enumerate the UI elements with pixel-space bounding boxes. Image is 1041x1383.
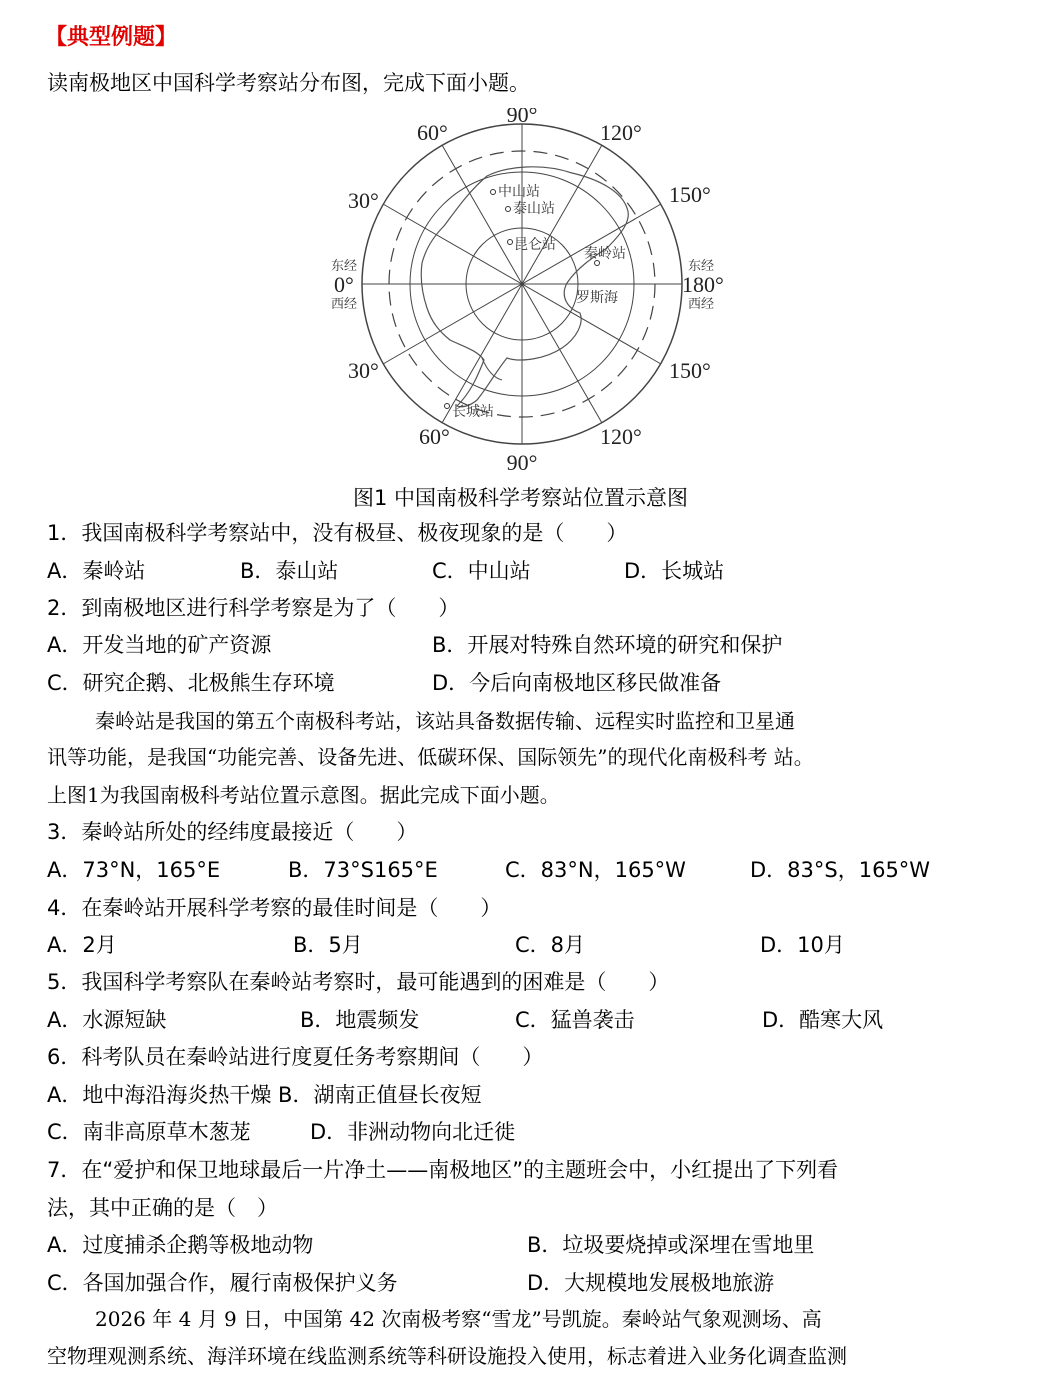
station-kunlun: 昆仑站 [514, 237, 556, 253]
q7-option-a[interactable]: A．过度捕杀企鹅等极地动物 [47, 1233, 314, 1257]
label-60-bottom: 60° [419, 424, 450, 449]
q1-option-d[interactable]: D．长城站 [624, 559, 725, 583]
q2-option-a[interactable]: A．开发当地的矿产资源 [47, 633, 272, 657]
label-east-right: 东经 [688, 259, 715, 274]
passage1-line3a: 上图1为我国南极科考站位置示意图。 [47, 783, 380, 807]
q5-option-d[interactable]: D．酷寒大风 [762, 1008, 884, 1032]
q6-stem: 6．科考队员在秦岭站进行度夏任务考察期间（ ） [47, 1045, 544, 1069]
label-150-top: 150° [669, 182, 711, 207]
q2-option-b[interactable]: B．开展对特殊自然环境的研究和保护 [432, 633, 783, 657]
q4-option-b[interactable]: B．5月 [293, 933, 363, 957]
station-qinling: 秦岭站 [584, 246, 626, 262]
passage1-line1: 秦岭站是我国的第五个南极科考站，该站具备数据传输、远程实时监控和卫星通 [95, 709, 795, 733]
label-150-bottom: 150° [669, 358, 711, 383]
example-heading: 【典型例题】 [45, 25, 178, 50]
q5-stem: 5．我国科学考察队在秦岭站考察时，最可能遇到的困难是（ ） [47, 970, 670, 994]
q6-options-ab[interactable]: A．地中海沿海炎热干燥 B．湖南正值昼长夜短 [47, 1083, 482, 1107]
passage1-line3b: 据此完成下面小题。 [379, 783, 560, 807]
q6-option-c[interactable]: C．南非高原草木葱茏 [47, 1120, 251, 1144]
passage2-line1: 2026 年 4 月 9 日，中国第 42 次南极考察“雪龙”号凯旋。秦岭站气象观测场、高 [95, 1307, 822, 1331]
label-east-left: 东经 [331, 259, 358, 274]
q2-option-c[interactable]: C．研究企鹅、北极熊生存环境 [47, 671, 335, 695]
label-60-top: 60° [417, 120, 448, 145]
q4-option-d[interactable]: D．10月 [760, 933, 845, 957]
station-taishan: 泰山站 [513, 201, 555, 217]
q1-stem: 1．我国南极科学考察站中，没有极昼、极夜现象的是（ ） [47, 521, 628, 545]
q7-option-b[interactable]: B．垃圾要烧掉或深埋在雪地里 [527, 1233, 815, 1257]
q3-option-d[interactable]: D．83°S，165°W [750, 858, 931, 882]
q7-option-c[interactable]: C．各国加强合作，履行南极保护义务 [47, 1271, 398, 1295]
q3-option-c[interactable]: C．83°N，165°W [505, 858, 686, 882]
q2-option-d[interactable]: D．今后向南极地区移民做准备 [432, 671, 722, 695]
q4-option-c[interactable]: C．8月 [515, 933, 586, 957]
q7-option-d[interactable]: D．大规模地发展极地旅游 [527, 1271, 775, 1295]
antarctic-station-map [322, 108, 742, 478]
label-west-left: 西经 [331, 297, 358, 312]
q4-stem: 4．在秦岭站开展科学考察的最佳时间是（ ） [47, 896, 502, 920]
q5-option-b[interactable]: B．地震频发 [300, 1008, 420, 1032]
station-changcheng: 长城站 [452, 404, 494, 420]
q5-option-c[interactable]: C．猛兽袭击 [515, 1008, 635, 1032]
q2-stem: 2．到南极地区进行科学考察是为了（ ） [47, 596, 460, 620]
q3-option-a[interactable]: A．73°N，165°E [47, 858, 221, 882]
passage2-line2: 空物理观测系统、海洋环境在线监测系统等科研设施投入使用，标志着进入业务化调查监测 [47, 1344, 847, 1368]
label-30-bottom: 30° [348, 358, 379, 383]
map-caption: 图1 中国南极科学考察站位置示意图 [352, 486, 689, 510]
q3-stem: 3．秦岭站所处的经纬度最接近（ ） [47, 820, 418, 844]
degree-labels [331, 108, 724, 475]
label-90-top: 90° [506, 108, 538, 127]
station-zhongshan: 中山站 [498, 184, 540, 200]
label-120-top: 120° [600, 120, 642, 145]
q6-option-d[interactable]: D．非洲动物向北迁徙 [310, 1120, 516, 1144]
label-120-bottom: 120° [600, 424, 642, 449]
label-90-bottom: 90° [506, 450, 538, 475]
q1-option-a[interactable]: A．秦岭站 [47, 559, 146, 583]
q7-stem-line2: 法，其中正确的是（ ） [47, 1196, 278, 1220]
q7-stem-line1: 7．在“爱护和保卫地球最后一片净土——南极地区”的主题班会中，小红提出了下列看 [47, 1158, 839, 1182]
q5-option-a[interactable]: A．水源短缺 [47, 1008, 167, 1032]
label-180: 180° [682, 272, 724, 297]
q4-option-a[interactable]: A．2月 [47, 933, 117, 957]
q1-option-c[interactable]: C．中山站 [432, 559, 531, 583]
label-30-top: 30° [348, 188, 379, 213]
map-graticule [362, 124, 682, 444]
q3-option-b[interactable]: B．73°S165°E [288, 858, 438, 882]
q1-option-b[interactable]: B．泰山站 [240, 559, 339, 583]
passage1-line2: 讯等功能，是我国“功能完善、设备先进、低碳环保、国际领先”的现代化南极科考 站。 [47, 745, 814, 769]
label-west-right: 西经 [688, 297, 715, 312]
label-0: 0° [334, 272, 354, 297]
sea-ross: 罗斯海 [576, 290, 618, 306]
intro-text: 读南极地区中国科学考察站分布图，完成下面小题。 [47, 71, 530, 95]
